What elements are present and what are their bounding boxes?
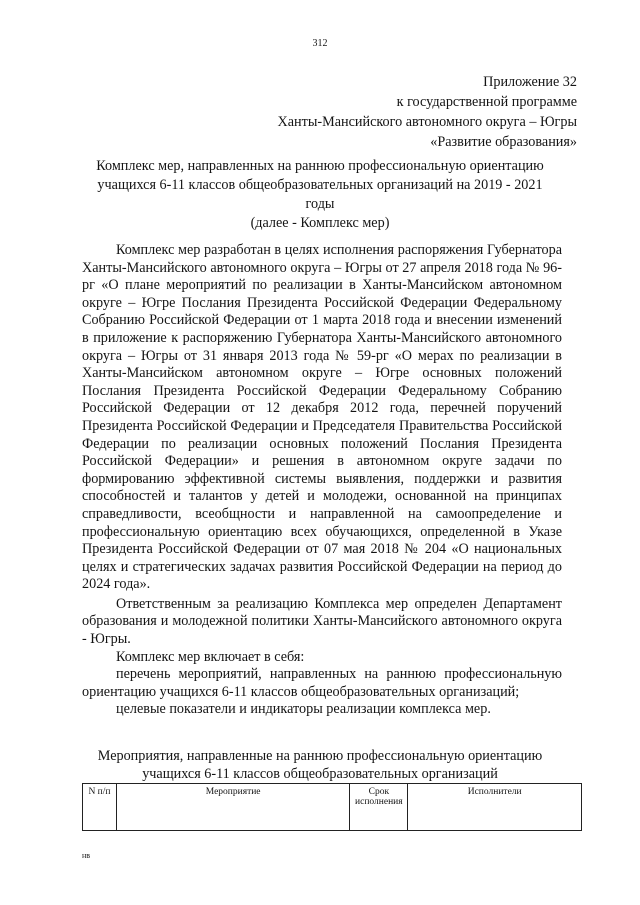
column-header-executors: Исполнители <box>408 784 582 831</box>
appendix-header <box>277 72 577 152</box>
appendix-line-1: Приложение 32 <box>483 74 577 90</box>
column-header-deadline: Срок исполнения <box>350 784 408 831</box>
table-header-row <box>83 784 582 831</box>
title-line-4: (далее - Комплекс мер) <box>250 215 390 231</box>
body-paragraph-includes: Комплекс мер включает в себя: <box>116 648 305 665</box>
column-header-number: N п/п <box>83 784 117 831</box>
measures-table <box>82 783 582 831</box>
appendix-line-2: к государственной программе <box>396 94 577 110</box>
section-title-line-2: учащихся 6-11 классов общеобразовательных организаций <box>142 766 498 782</box>
title-line-1: Комплекс мер, направленных на раннюю профессиональную ориентацию <box>96 158 544 174</box>
footer-mark: нв <box>82 851 91 860</box>
document-title <box>60 157 580 233</box>
body-paragraph-purpose: Комплекс мер разработан в целях исполнения распоряжения Губернатора Ханты-Мансийского автономного округа – Югры от 27 апреля 2018 года № 96-рг «О плане мероприятий по реализации в Ханты-Мансийском автономном округе – Югре Послания Президента Российской Федерации Федеральному Собранию Российской Федерации от 1 марта 2018 года и внесении изменений в приложение к распоряжению Губернатора Ханты-Мансийского автономного округа – Югры от 31 января 2013 года № 59-рг «О мерах по реализации в Ханты-Мансийском автономном округе – Югре основных положений Послания Президента Российской Федерации Федеральному Собранию Российской Федерации от 12 декабря 2012 года, перечней поручений Президента Российской Федерации и Председателя Правительства Российской Федерации по реализации основных положений Послания Президента Российской Федерации» и решения в автономном округе задачи по формированию эффективной системы выявления, поддержки и развития способностей и талантов у детей и молодежи, основанной на принципах справедливости, всеобщности и направленной на самоопределение и профессиональную ориентацию всех обучающихся, определенной в Указе Президента Российской Федерации от 07 мая 2018 № 204 «О национальных целях и стратегических задачах развития Российской Федерации на период до 2024 года». <box>82 242 562 593</box>
section-title-line-1: Мероприятия, направленные на раннюю профессиональную ориентацию <box>97 748 543 764</box>
page-number: 312 <box>312 38 328 49</box>
body-paragraph-list-item-2: целевые показатели и индикаторы реализации комплекса мер. <box>116 701 491 718</box>
section-title <box>60 747 580 783</box>
column-header-measure: Мероприятие <box>116 784 349 831</box>
title-line-2: учащихся 6-11 классов общеобразовательных организаций на 2019 - 2021 <box>97 177 543 193</box>
appendix-line-4: «Развитие образования» <box>430 134 577 150</box>
title-line-3: годы <box>305 196 335 212</box>
appendix-line-3: Ханты-Мансийского автономного округа – Югры <box>277 114 577 130</box>
body-paragraph-list-item-1: перечень мероприятий, направленных на раннюю профессиональную ориентацию учащихся 6-11 классов общеобразовательных организаций; <box>82 666 562 700</box>
body-paragraph-responsible: Ответственным за реализацию Комплекса мер определен Департамент образования и молодежной политики Ханты-Мансийского автономного округа - Югры. <box>82 595 562 648</box>
document-body <box>82 242 562 719</box>
